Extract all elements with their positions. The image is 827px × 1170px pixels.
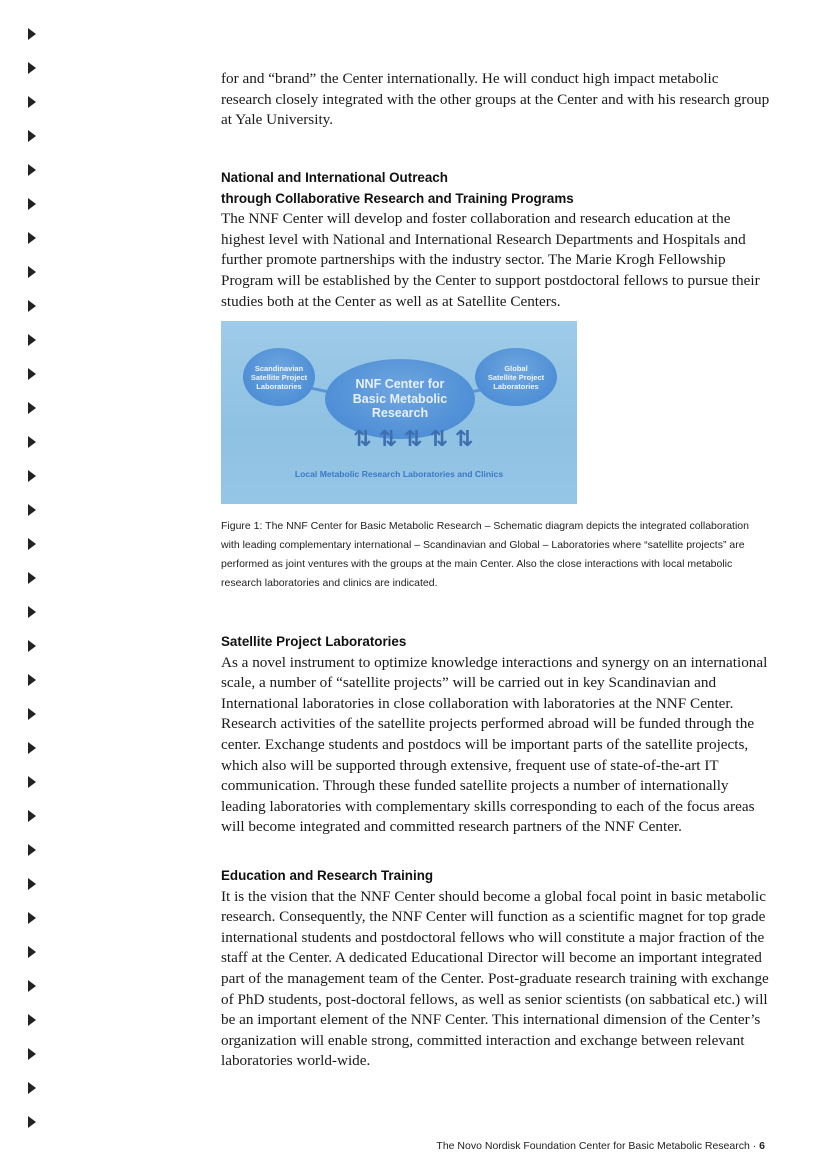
binding-mark-icon xyxy=(28,164,36,176)
binding-mark-icon xyxy=(28,96,36,108)
binding-mark-icon xyxy=(28,946,36,958)
double-arrow-icon: ⇅ xyxy=(378,427,397,452)
binding-mark-icon xyxy=(28,878,36,890)
binding-mark-icon xyxy=(28,810,36,822)
binding-mark-icon xyxy=(28,674,36,686)
section-subheading: through Collaborative Research and Training Programs xyxy=(221,190,574,206)
binding-mark-icon xyxy=(28,980,36,992)
binding-mark-icon xyxy=(28,402,36,414)
node-global-labs: Global Satellite Project Laboratories xyxy=(475,348,557,406)
binding-mark-icon xyxy=(28,844,36,856)
binding-mark-icon xyxy=(28,776,36,788)
binding-mark-icon xyxy=(28,538,36,550)
binding-mark-icon xyxy=(28,300,36,312)
binding-mark-icon xyxy=(28,436,36,448)
binding-mark-icon xyxy=(28,1048,36,1060)
paragraph-text: As a novel instrument to optimize knowledge interactions and synergy on an international scale, a number of “satellite projects” will be carried out in key Scandinavian and International laboratories in close collaboration with laboratories at the NNF Center. Research activities of the satellite projects performed abroad will be funded through the center. Exchange students and postdocs will be important parts of the satellite projects, which also will be supported through extensive, frequent use of state-of-the-art IT communication. Through these funded satellite projects a number of internationally leading laboratories with complementary skills corresponding to each of the focus areas will become integrated and committed research partners of the NNF Center. xyxy=(221,653,768,836)
section-heading: Education and Research Training xyxy=(221,868,434,883)
binding-mark-icon xyxy=(28,912,36,924)
binding-mark-icon xyxy=(28,470,36,482)
section-education xyxy=(221,866,771,1072)
page-number: 6 xyxy=(759,1140,765,1152)
binding-mark-icon xyxy=(28,708,36,720)
footer-text: The Novo Nordisk Foundation Center for Basic Metabolic Research · xyxy=(436,1140,757,1152)
binding-mark-icon xyxy=(28,572,36,584)
binding-mark-icon xyxy=(28,606,36,618)
section-satellite xyxy=(221,632,771,838)
binding-mark-icon xyxy=(28,1014,36,1026)
double-arrow-icon: ⇅ xyxy=(403,427,423,452)
section-outreach xyxy=(221,168,771,312)
collaboration-diagram xyxy=(221,321,577,504)
binding-mark-icon xyxy=(28,28,36,40)
binding-mark-icon xyxy=(28,62,36,74)
double-arrow-icon: ⇅ xyxy=(429,427,448,452)
binding-mark-icon xyxy=(28,368,36,380)
binding-mark-icon xyxy=(28,130,36,142)
interaction-arrows xyxy=(353,429,473,451)
binding-mark-icon xyxy=(28,266,36,278)
paragraph-text: for and “brand” the Center internationally. He will conduct high impact metabolic research closely integrated with the other groups at the Center and with his research group at Yale University. xyxy=(221,70,770,129)
local-labs-label: Local Metabolic Research Laboratories and Clinics xyxy=(294,469,504,479)
binding-mark-icon xyxy=(28,742,36,754)
page-footer xyxy=(436,1140,765,1152)
binding-mark-icon xyxy=(28,640,36,652)
double-arrow-icon: ⇅ xyxy=(353,427,372,452)
figure-caption: Figure 1: The NNF Center for Basic Metabolic Research – Schematic diagram depicts the integrated collaboration with leading complementary international – Scandinavian and Global – Laboratories where “satellite projects” are performed as joint ventures with the groups at the main Center. Also the close interactions with local metabolic research laboratories and clinics are indicated. xyxy=(221,520,749,589)
paragraph-text: The NNF Center will develop and foster collaboration and research education at the highest level with National and International Research Departments and Hospitals and further promote partnerships with the industry sector. The Marie Krogh Fellowship Program will be established by the Center to support postdoctoral fellows to pursue their studies both at the Center as well as at Satellite Centers. xyxy=(221,210,760,310)
section-heading: Satellite Project Laboratories xyxy=(221,634,407,649)
binding-mark-icon xyxy=(28,1082,36,1094)
binding-mark-icon xyxy=(28,198,36,210)
binding-mark-icon xyxy=(28,1116,36,1128)
binding-mark-icon xyxy=(28,334,36,346)
node-nnf-center: NNF Center for Basic Metabolic Research xyxy=(325,359,475,439)
node-scandinavian-labs: Scandinavian Satellite Project Laboratories xyxy=(243,348,315,406)
binding-holes xyxy=(28,28,42,1150)
binding-mark-icon xyxy=(28,504,36,516)
section-heading: National and International Outreach xyxy=(221,170,448,185)
continued-paragraph xyxy=(221,69,771,131)
binding-mark-icon xyxy=(28,232,36,244)
double-arrow-icon: ⇅ xyxy=(454,427,474,452)
paragraph-text: It is the vision that the NNF Center should become a global focal point in basic metabolic research. Consequently, the NNF Center will function as a scientific magnet for top grade international students and postdoctoral fellows who will constitute a major fraction of the staff at the Center. A dedicated Educational Director will become an important integrated part of the management team of the Center. Post-graduate research training with exchange of PhD students, post-doctoral fellows, as well as senior scientists (on sabbatical etc.) will be an important element of the NNF Center. This international dimension of the Center’s organization will enable strong, committed interaction and exchange between relevant laboratories world-wide. xyxy=(221,887,769,1070)
